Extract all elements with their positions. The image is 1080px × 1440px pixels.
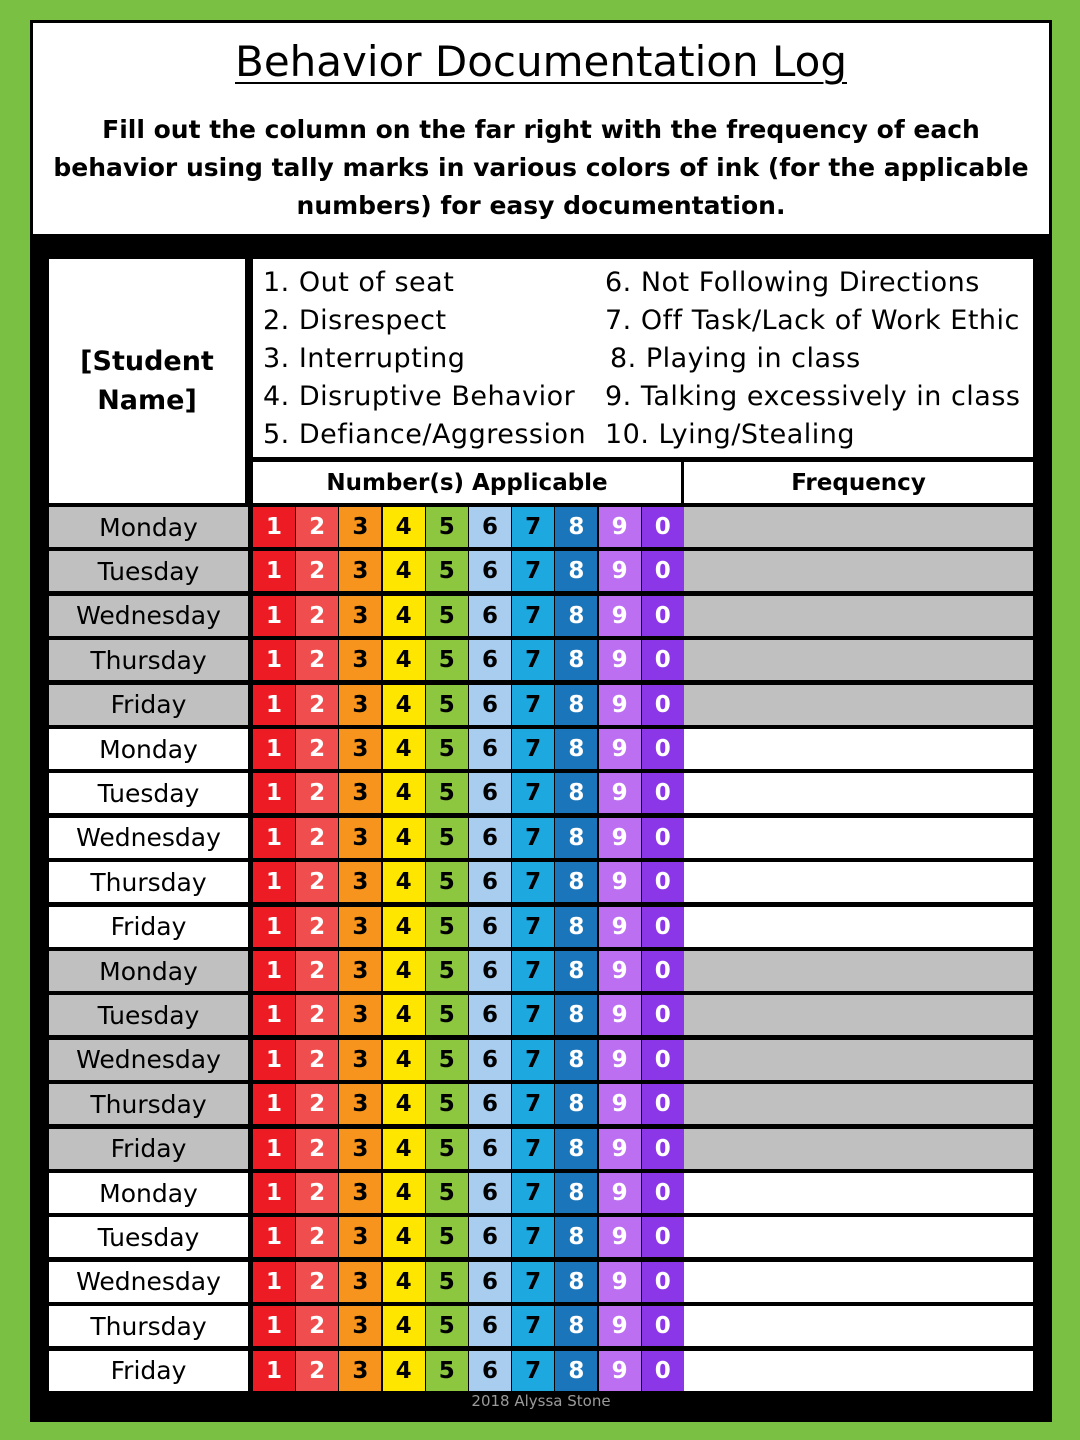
behavior-number-cell[interactable]: 1	[253, 907, 295, 947]
behavior-number-cell[interactable]: 0	[642, 1040, 684, 1080]
behavior-number-cell[interactable]: 2	[296, 1040, 338, 1080]
behavior-number-cell[interactable]: 9	[599, 1173, 641, 1213]
behavior-number-cell[interactable]: 7	[512, 1129, 554, 1169]
day-label: Wednesday	[49, 818, 248, 858]
behavior-number-cell[interactable]: 7	[512, 773, 554, 813]
behavior-number-cell[interactable]: 7	[512, 507, 554, 547]
behavior-number-cell[interactable]: 3	[339, 596, 381, 636]
behavior-number-cell[interactable]: 4	[383, 995, 425, 1035]
behavior-number-cell[interactable]: 0	[642, 596, 684, 636]
behavior-number-cell[interactable]: 9	[599, 685, 641, 725]
page-title: Behavior Documentation Log	[235, 37, 847, 86]
behavior-item-10: 10. Lying/Stealing	[605, 419, 856, 450]
frequency-cell[interactable]	[684, 551, 1033, 591]
behavior-number-cell[interactable]: 6	[469, 596, 511, 636]
day-row	[49, 951, 1033, 991]
behavior-number-cell[interactable]: 9	[599, 1262, 641, 1302]
frequency-cell[interactable]	[684, 640, 1033, 680]
behavior-item-3: 3. Interrupting	[263, 343, 466, 374]
behavior-number-cell[interactable]: 8	[555, 640, 597, 680]
behavior-number-cell[interactable]: 7	[512, 1173, 554, 1213]
behavior-number-cell[interactable]: 3	[339, 1306, 381, 1346]
behavior-number-cell[interactable]: 4	[383, 1084, 425, 1124]
behavior-number-cell[interactable]: 4	[383, 1129, 425, 1169]
day-label: Tuesday	[49, 551, 248, 591]
behavior-number-cell[interactable]: 8	[555, 1262, 597, 1302]
behavior-number-cell[interactable]: 1	[253, 596, 295, 636]
behavior-number-cell[interactable]: 3	[339, 640, 381, 680]
behavior-number-cell[interactable]: 0	[642, 729, 684, 769]
behavior-number-cell[interactable]: 8	[555, 951, 597, 991]
behavior-number-cell[interactable]: 1	[253, 1040, 295, 1080]
behavior-number-cell[interactable]: 1	[253, 1262, 295, 1302]
frequency-cell[interactable]	[684, 729, 1033, 769]
header-box	[33, 23, 1049, 234]
behavior-log-sheet	[30, 20, 1052, 1422]
behavior-number-cell[interactable]: 7	[512, 951, 554, 991]
frequency-cell[interactable]	[684, 1306, 1033, 1346]
behavior-number-cell[interactable]: 1	[253, 951, 295, 991]
behavior-number-cell[interactable]: 8	[555, 685, 597, 725]
day-label: Tuesday	[49, 773, 248, 813]
behavior-number-cell[interactable]: 6	[469, 907, 511, 947]
behavior-number-cell[interactable]: 9	[599, 907, 641, 947]
behavior-number-cell[interactable]: 1	[253, 818, 295, 858]
day-label: Monday	[49, 507, 248, 547]
behavior-number-cell[interactable]: 1	[253, 507, 295, 547]
behavior-number-cell[interactable]: 6	[469, 773, 511, 813]
behavior-number-cell[interactable]: 6	[469, 1084, 511, 1124]
frequency-cell[interactable]	[684, 685, 1033, 725]
behavior-number-cell[interactable]: 8	[555, 862, 597, 902]
behavior-number-cell[interactable]: 7	[512, 818, 554, 858]
behavior-number-cell[interactable]: 4	[383, 951, 425, 991]
behavior-number-cell[interactable]: 8	[555, 507, 597, 547]
behavior-number-cell[interactable]: 5	[426, 1129, 468, 1169]
behavior-number-cell[interactable]: 3	[339, 951, 381, 991]
day-label: Monday	[49, 951, 248, 991]
behavior-number-cell[interactable]: 9	[599, 1129, 641, 1169]
behavior-number-cell[interactable]: 2	[296, 685, 338, 725]
day-row	[49, 507, 1033, 547]
behavior-number-cell[interactable]: 6	[469, 1173, 511, 1213]
day-row	[49, 995, 1033, 1035]
behavior-number-cell[interactable]: 6	[469, 551, 511, 591]
behavior-number-cell[interactable]: 5	[426, 995, 468, 1035]
behavior-number-cell[interactable]: 6	[469, 1351, 511, 1391]
behavior-number-cell[interactable]: 9	[599, 640, 641, 680]
day-label: Friday	[49, 685, 248, 725]
behavior-number-cell[interactable]: 6	[469, 1306, 511, 1346]
behavior-number-cell[interactable]: 8	[555, 1084, 597, 1124]
behavior-number-cell[interactable]: 0	[642, 1217, 684, 1257]
behavior-number-cell[interactable]: 5	[426, 640, 468, 680]
behavior-number-cell[interactable]: 0	[642, 685, 684, 725]
behavior-number-cell[interactable]: 0	[642, 640, 684, 680]
behavior-number-cell[interactable]: 4	[383, 551, 425, 591]
day-label: Tuesday	[49, 1217, 248, 1257]
behavior-number-cell[interactable]: 5	[426, 1173, 468, 1213]
behavior-item-6: 6. Not Following Directions	[605, 267, 980, 298]
behavior-number-cell[interactable]: 1	[253, 1351, 295, 1391]
frequency-cell[interactable]	[684, 596, 1033, 636]
behavior-number-cell[interactable]: 4	[383, 640, 425, 680]
behavior-number-cell[interactable]: 2	[296, 995, 338, 1035]
behavior-number-cell[interactable]: 7	[512, 640, 554, 680]
behavior-number-cell[interactable]: 6	[469, 1262, 511, 1302]
day-label: Wednesday	[49, 596, 248, 636]
behavior-number-cell[interactable]: 6	[469, 818, 511, 858]
behavior-number-cell[interactable]: 0	[642, 951, 684, 991]
day-row	[49, 1217, 1033, 1257]
behavior-item-1: 1. Out of seat	[263, 267, 455, 298]
behavior-number-cell[interactable]: 4	[383, 1040, 425, 1080]
day-row	[49, 1262, 1033, 1302]
frequency-cell[interactable]	[684, 1173, 1033, 1213]
instructions-text: Fill out the column on the far right with the frequency of each behavior using tally marks in various colors of ink (for the applicable numbers) for easy documentation.	[53, 115, 1029, 220]
day-label: Wednesday	[49, 1262, 248, 1302]
day-label: Friday	[49, 1351, 248, 1391]
day-row	[49, 1351, 1033, 1391]
behavior-number-cell[interactable]: 9	[599, 507, 641, 547]
behavior-number-cell[interactable]: 3	[339, 818, 381, 858]
behavior-number-cell[interactable]: 7	[512, 1351, 554, 1391]
behavior-number-cell[interactable]: 7	[512, 1262, 554, 1302]
behavior-number-cell[interactable]: 0	[642, 507, 684, 547]
copyright-text: 2018 Alyssa Stone	[471, 1392, 611, 1410]
behavior-number-cell[interactable]: 1	[253, 995, 295, 1035]
day-row	[49, 907, 1033, 947]
behavior-number-cell[interactable]: 5	[426, 1351, 468, 1391]
behavior-number-cell[interactable]: 0	[642, 1351, 684, 1391]
student-name-label: [Student Name]	[80, 346, 214, 416]
behavior-number-cell[interactable]: 4	[383, 596, 425, 636]
behavior-number-cell[interactable]: 9	[599, 729, 641, 769]
student-name-box[interactable]	[49, 259, 245, 503]
behavior-number-cell[interactable]: 2	[296, 818, 338, 858]
behavior-number-cell[interactable]: 6	[469, 995, 511, 1035]
behavior-number-cell[interactable]: 5	[426, 729, 468, 769]
behavior-number-cell[interactable]: 5	[426, 818, 468, 858]
behavior-number-cell[interactable]: 1	[253, 1173, 295, 1213]
behavior-number-cell[interactable]: 6	[469, 1129, 511, 1169]
behavior-number-cell[interactable]: 7	[512, 907, 554, 947]
day-row	[49, 1084, 1033, 1124]
behavior-number-cell[interactable]: 1	[253, 551, 295, 591]
behavior-number-cell[interactable]: 4	[383, 1173, 425, 1213]
behavior-number-cell[interactable]: 4	[383, 907, 425, 947]
day-row	[49, 685, 1033, 725]
behavior-number-cell[interactable]: 3	[339, 551, 381, 591]
behavior-number-cell[interactable]: 8	[555, 1217, 597, 1257]
behavior-number-cell[interactable]: 1	[253, 1084, 295, 1124]
behavior-number-cell[interactable]: 1	[253, 729, 295, 769]
day-label: Thursday	[49, 1084, 248, 1124]
behavior-number-cell[interactable]: 3	[339, 507, 381, 547]
behavior-number-cell[interactable]: 2	[296, 640, 338, 680]
frequency-cell[interactable]	[684, 1217, 1033, 1257]
behavior-number-cell[interactable]: 3	[339, 1084, 381, 1124]
day-row	[49, 551, 1033, 591]
behavior-number-cell[interactable]: 1	[253, 862, 295, 902]
behavior-number-cell[interactable]: 7	[512, 1040, 554, 1080]
day-row	[49, 729, 1033, 769]
behavior-number-cell[interactable]: 5	[426, 1040, 468, 1080]
behavior-number-cell[interactable]: 2	[296, 596, 338, 636]
behavior-number-cell[interactable]: 7	[512, 685, 554, 725]
behavior-number-cell[interactable]: 7	[512, 551, 554, 591]
day-label: Wednesday	[49, 1040, 248, 1080]
day-label: Monday	[49, 729, 248, 769]
day-row	[49, 862, 1033, 902]
behavior-number-cell[interactable]: 2	[296, 862, 338, 902]
behavior-number-cell[interactable]: 2	[296, 729, 338, 769]
behavior-number-cell[interactable]: 8	[555, 729, 597, 769]
behavior-number-cell[interactable]: 2	[296, 507, 338, 547]
frequency-cell[interactable]	[684, 773, 1033, 813]
behavior-item-9: 9. Talking excessively in class	[605, 381, 1021, 412]
behavior-number-cell[interactable]: 3	[339, 907, 381, 947]
day-label: Thursday	[49, 862, 248, 902]
behavior-number-cell[interactable]: 0	[642, 862, 684, 902]
behavior-number-cell[interactable]: 8	[555, 1040, 597, 1080]
behavior-number-cell[interactable]: 6	[469, 507, 511, 547]
behavior-number-cell[interactable]: 2	[296, 1217, 338, 1257]
behavior-item-8: 8. Playing in class	[610, 343, 861, 374]
behavior-number-cell[interactable]: 5	[426, 1217, 468, 1257]
behavior-number-cell[interactable]: 8	[555, 1351, 597, 1391]
behavior-number-cell[interactable]: 2	[296, 1129, 338, 1169]
behavior-number-cell[interactable]: 1	[253, 640, 295, 680]
behavior-number-cell[interactable]: 7	[512, 862, 554, 902]
behavior-number-cell[interactable]: 8	[555, 1173, 597, 1213]
behavior-number-cell[interactable]: 3	[339, 862, 381, 902]
behavior-number-cell[interactable]: 9	[599, 1084, 641, 1124]
behavior-number-cell[interactable]: 3	[339, 1129, 381, 1169]
behavior-item-2: 2. Disrespect	[263, 305, 447, 336]
behavior-number-cell[interactable]: 6	[469, 862, 511, 902]
behavior-number-cell[interactable]: 4	[383, 1217, 425, 1257]
day-row	[49, 773, 1033, 813]
behavior-number-cell[interactable]: 5	[426, 507, 468, 547]
behavior-number-cell[interactable]: 3	[339, 1040, 381, 1080]
behavior-number-cell[interactable]: 1	[253, 685, 295, 725]
frequency-cell[interactable]	[684, 1129, 1033, 1169]
behavior-number-cell[interactable]: 7	[512, 1084, 554, 1124]
frequency-cell[interactable]	[684, 995, 1033, 1035]
behavior-number-cell[interactable]: 3	[339, 995, 381, 1035]
behavior-number-cell[interactable]: 5	[426, 862, 468, 902]
behavior-number-cell[interactable]: 7	[512, 729, 554, 769]
behavior-number-cell[interactable]: 8	[555, 907, 597, 947]
behavior-number-cell[interactable]: 9	[599, 1217, 641, 1257]
behavior-number-cell[interactable]: 0	[642, 1173, 684, 1213]
behavior-number-cell[interactable]: 1	[253, 1306, 295, 1346]
behavior-number-cell[interactable]: 3	[339, 1262, 381, 1302]
behavior-number-cell[interactable]: 3	[339, 773, 381, 813]
behavior-number-cell[interactable]: 2	[296, 907, 338, 947]
day-label: Tuesday	[49, 995, 248, 1035]
behavior-number-cell[interactable]: 4	[383, 862, 425, 902]
behavior-number-cell[interactable]: 0	[642, 773, 684, 813]
frequency-cell[interactable]	[684, 907, 1033, 947]
behavior-number-cell[interactable]: 5	[426, 596, 468, 636]
frequency-header: Frequency	[684, 462, 1033, 503]
behavior-number-cell[interactable]: 7	[512, 596, 554, 636]
behavior-number-cell[interactable]: 5	[426, 773, 468, 813]
behavior-number-cell[interactable]: 9	[599, 551, 641, 591]
behavior-number-cell[interactable]: 5	[426, 1262, 468, 1302]
behavior-number-cell[interactable]: 1	[253, 773, 295, 813]
day-row	[49, 640, 1033, 680]
day-row	[49, 1306, 1033, 1346]
behavior-number-cell[interactable]: 9	[599, 1306, 641, 1346]
behavior-number-cell[interactable]: 5	[426, 1084, 468, 1124]
day-label: Monday	[49, 1173, 248, 1213]
behavior-number-cell[interactable]: 8	[555, 1129, 597, 1169]
behavior-number-cell[interactable]: 3	[339, 685, 381, 725]
behavior-number-cell[interactable]: 9	[599, 1351, 641, 1391]
behavior-number-cell[interactable]: 4	[383, 729, 425, 769]
behavior-number-cell[interactable]: 7	[512, 995, 554, 1035]
behavior-number-cell[interactable]: 7	[512, 1306, 554, 1346]
behavior-number-cell[interactable]: 2	[296, 773, 338, 813]
behavior-number-cell[interactable]: 8	[555, 773, 597, 813]
frequency-cell[interactable]	[684, 1351, 1033, 1391]
behavior-number-cell[interactable]: 9	[599, 995, 641, 1035]
behavior-number-cell[interactable]: 6	[469, 1040, 511, 1080]
behavior-number-cell[interactable]: 9	[599, 773, 641, 813]
behavior-number-cell[interactable]: 0	[642, 907, 684, 947]
behavior-number-cell[interactable]: 0	[642, 1129, 684, 1169]
behavior-number-cell[interactable]: 0	[642, 1084, 684, 1124]
behavior-number-cell[interactable]: 1	[253, 1217, 295, 1257]
behavior-number-cell[interactable]: 4	[383, 773, 425, 813]
behavior-number-cell[interactable]: 8	[555, 596, 597, 636]
behavior-number-cell[interactable]: 6	[469, 1217, 511, 1257]
behavior-number-cell[interactable]: 5	[426, 907, 468, 947]
behavior-number-cell[interactable]: 5	[426, 951, 468, 991]
behavior-number-cell[interactable]: 2	[296, 1173, 338, 1213]
behavior-number-cell[interactable]: 0	[642, 1262, 684, 1302]
behavior-number-cell[interactable]: 4	[383, 1306, 425, 1346]
behavior-number-cell[interactable]: 9	[599, 818, 641, 858]
behavior-number-cell[interactable]: 2	[296, 1084, 338, 1124]
behavior-number-cell[interactable]: 8	[555, 818, 597, 858]
behavior-number-cell[interactable]: 6	[469, 951, 511, 991]
behavior-number-cell[interactable]: 8	[555, 995, 597, 1035]
day-label: Friday	[49, 907, 248, 947]
frequency-cell[interactable]	[684, 951, 1033, 991]
behavior-number-cell[interactable]: 6	[469, 685, 511, 725]
behavior-number-cell[interactable]: 1	[253, 1129, 295, 1169]
frequency-cell[interactable]	[684, 818, 1033, 858]
behavior-number-cell[interactable]: 8	[555, 551, 597, 591]
behavior-number-cell[interactable]: 5	[426, 685, 468, 725]
behavior-number-cell[interactable]: 2	[296, 551, 338, 591]
behavior-number-cell[interactable]: 0	[642, 818, 684, 858]
behavior-number-cell[interactable]: 2	[296, 1262, 338, 1302]
behavior-legend	[253, 259, 1033, 457]
day-row	[49, 596, 1033, 636]
behavior-item-7: 7. Off Task/Lack of Work Ethic	[605, 305, 1020, 336]
behavior-number-cell[interactable]: 9	[599, 862, 641, 902]
behavior-number-cell[interactable]: 3	[339, 1351, 381, 1391]
day-label: Friday	[49, 1129, 248, 1169]
behavior-number-cell[interactable]: 5	[426, 551, 468, 591]
behavior-number-cell[interactable]: 6	[469, 729, 511, 769]
behavior-number-cell[interactable]: 3	[339, 1217, 381, 1257]
behavior-number-cell[interactable]: 6	[469, 640, 511, 680]
behavior-number-cell[interactable]: 0	[642, 551, 684, 591]
day-label: Thursday	[49, 640, 248, 680]
day-row	[49, 1129, 1033, 1169]
frequency-cell[interactable]	[684, 1084, 1033, 1124]
behavior-number-cell[interactable]: 2	[296, 1351, 338, 1391]
day-label: Thursday	[49, 1306, 248, 1346]
frequency-cell[interactable]	[684, 1262, 1033, 1302]
behavior-item-4: 4. Disruptive Behavior	[263, 381, 576, 412]
frequency-cell[interactable]	[684, 1040, 1033, 1080]
day-row	[49, 1040, 1033, 1080]
behavior-number-cell[interactable]: 0	[642, 1306, 684, 1346]
behavior-number-cell[interactable]: 9	[599, 951, 641, 991]
behavior-number-cell[interactable]: 8	[555, 1306, 597, 1346]
behavior-number-cell[interactable]: 4	[383, 507, 425, 547]
behavior-number-cell[interactable]: 3	[339, 729, 381, 769]
behavior-number-cell[interactable]: 2	[296, 951, 338, 991]
frequency-cell[interactable]	[684, 862, 1033, 902]
behavior-number-cell[interactable]: 5	[426, 1306, 468, 1346]
behavior-item-5: 5. Defiance/Aggression	[263, 419, 587, 450]
behavior-number-cell[interactable]: 9	[599, 1040, 641, 1080]
behavior-number-cell[interactable]: 2	[296, 1306, 338, 1346]
day-row	[49, 1173, 1033, 1213]
behavior-number-cell[interactable]: 4	[383, 685, 425, 725]
behavior-number-cell[interactable]: 4	[383, 1262, 425, 1302]
behavior-number-cell[interactable]: 4	[383, 1351, 425, 1391]
behavior-number-cell[interactable]: 3	[339, 1173, 381, 1213]
day-row	[49, 818, 1033, 858]
behavior-number-cell[interactable]: 4	[383, 818, 425, 858]
frequency-cell[interactable]	[684, 507, 1033, 547]
numbers-applicable-header: Number(s) Applicable	[253, 462, 681, 503]
behavior-number-cell[interactable]: 0	[642, 995, 684, 1035]
behavior-number-cell[interactable]: 7	[512, 1217, 554, 1257]
behavior-number-cell[interactable]: 9	[599, 596, 641, 636]
